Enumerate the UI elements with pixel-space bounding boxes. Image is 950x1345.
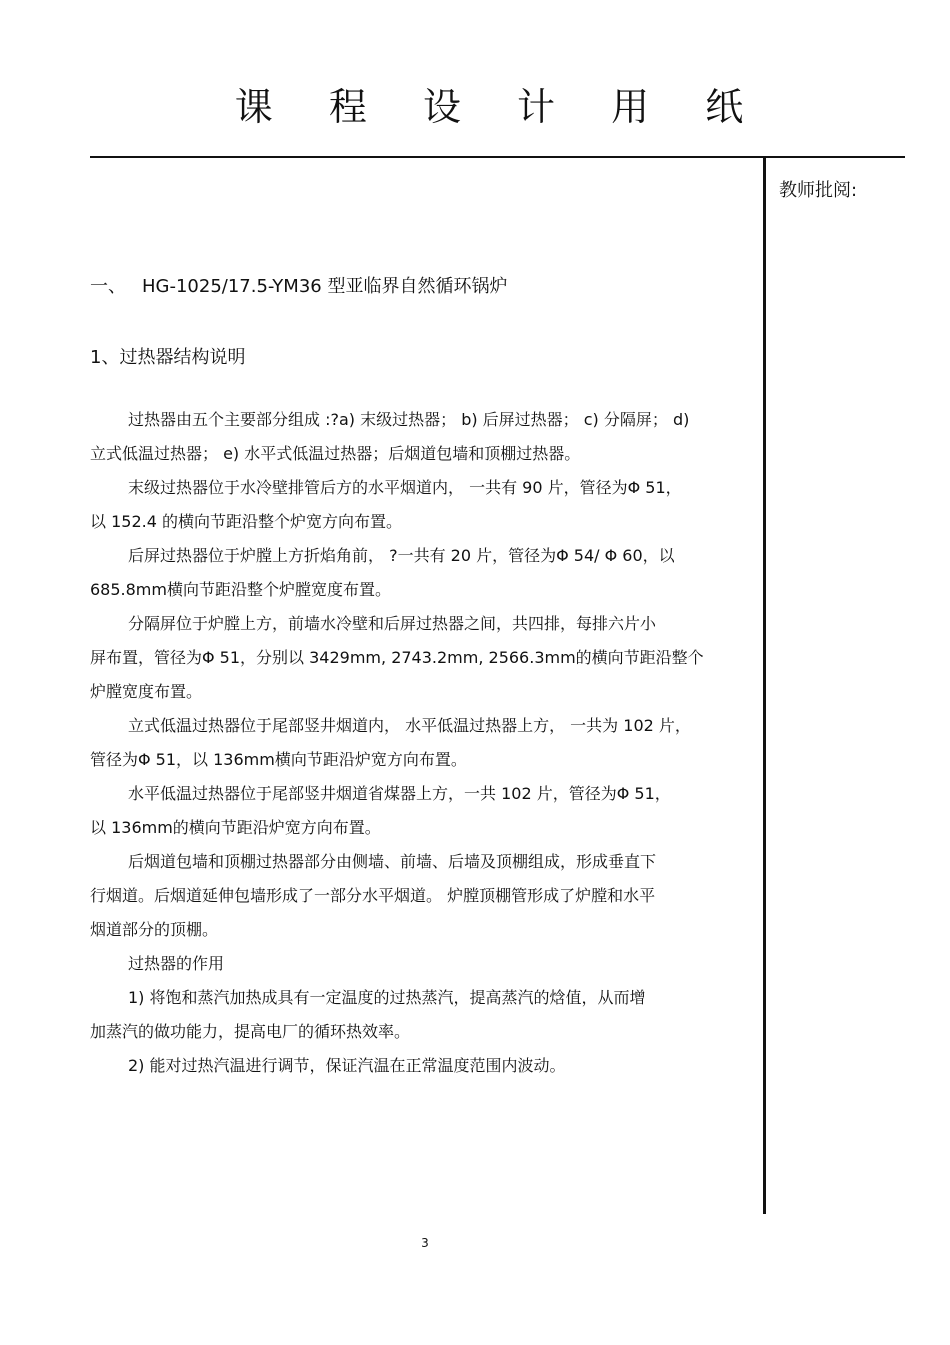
paragraph-line: 2) 能对过热汽温进行调节，保证汽温在正常温度范围内波动。 bbox=[128, 1056, 566, 1075]
paragraph-line: 行烟道。后烟道延伸包墙形成了一部分水平烟道。 炉膛顶棚管形成了炉膛和水平 bbox=[90, 886, 656, 905]
page-title: 课 程 设 计 用 纸 bbox=[234, 85, 766, 129]
paragraph bbox=[90, 471, 755, 539]
paragraph bbox=[90, 845, 755, 947]
paragraph bbox=[90, 709, 755, 777]
page-number: 3 bbox=[421, 1236, 429, 1250]
paragraph-line: 分隔屏位于炉膛上方，前墙水冷壁和后屏过热器之间，共四排，每排六片小 bbox=[128, 614, 657, 633]
header-rule bbox=[90, 156, 905, 158]
paragraph-line: 以 152.4 的横向节距沿整个炉宽方向布置。 bbox=[90, 512, 402, 531]
paragraph-line: 685.8mm横向节距沿整个炉膛宽度布置。 bbox=[90, 580, 391, 599]
paragraph bbox=[90, 777, 755, 845]
section-heading bbox=[90, 272, 507, 298]
paragraph-line: 末级过热器位于水冷壁排管后方的水平烟道内， 一共有 90 片，管径为Φ 51， bbox=[128, 478, 682, 497]
paragraph-line: 过热器的作用 bbox=[128, 954, 225, 973]
paragraph-line: 屏布置，管径为Φ 51，分别以 3429mm, 2743.2mm, 2566.3mm的横向节距沿整个 bbox=[90, 648, 704, 667]
paragraph-line: 水平低温过热器位于尾部竖井烟道省煤器上方，一共 102 片，管径为Φ 51， bbox=[128, 784, 671, 803]
section-heading-text: HG-1025/17.5-YM36 型亚临界自然循环锅炉 bbox=[142, 276, 508, 297]
paragraph-line: 加蒸汽的做功能力，提高电厂的循环热效率。 bbox=[90, 1022, 411, 1041]
paragraph-line: 过热器由五个主要部分组成 :?a) 末级过热器； b) 后屏过热器； c) 分隔屏； d) bbox=[128, 410, 690, 429]
paragraph-line: 1) 将饱和蒸汽加热成具有一定温度的过热蒸汽，提高蒸汽的焓值，从而增 bbox=[128, 988, 646, 1007]
section-number: 一、 bbox=[90, 276, 126, 297]
paragraph bbox=[90, 981, 755, 1049]
paragraph-line: 立式低温过热器； e) 水平式低温过热器；后烟道包墙和顶棚过热器。 bbox=[90, 444, 581, 463]
paragraph bbox=[90, 1049, 755, 1083]
sub-heading: 1、过热器结构说明 bbox=[90, 347, 246, 368]
body-text bbox=[90, 403, 755, 1083]
paragraph-line: 立式低温过热器位于尾部竖井烟道内， 水平低温过热器上方， 一共为 102 片， bbox=[128, 716, 691, 735]
paragraph-line: 炉膛宽度布置。 bbox=[90, 682, 203, 701]
paragraph-line: 管径为Φ 51，以 136mm横向节距沿炉宽方向布置。 bbox=[90, 750, 467, 769]
paragraph bbox=[90, 607, 755, 709]
paragraph-line: 以 136mm的横向节距沿炉宽方向布置。 bbox=[90, 818, 381, 837]
paragraph bbox=[90, 947, 755, 981]
margin-rule bbox=[763, 156, 766, 1214]
paragraph-line: 后屏过热器位于炉膛上方折焰角前， ?一共有 20 片，管径为Φ 54/ Φ 60，以 bbox=[128, 546, 675, 565]
teacher-review-label: 教师批阅: bbox=[779, 180, 858, 201]
paragraph bbox=[90, 403, 755, 471]
paragraph bbox=[90, 539, 755, 607]
paragraph-line: 后烟道包墙和顶棚过热器部分由侧墙、前墙、后墙及顶棚组成，形成垂直下 bbox=[128, 852, 657, 871]
paragraph-line: 烟道部分的顶棚。 bbox=[90, 920, 219, 939]
